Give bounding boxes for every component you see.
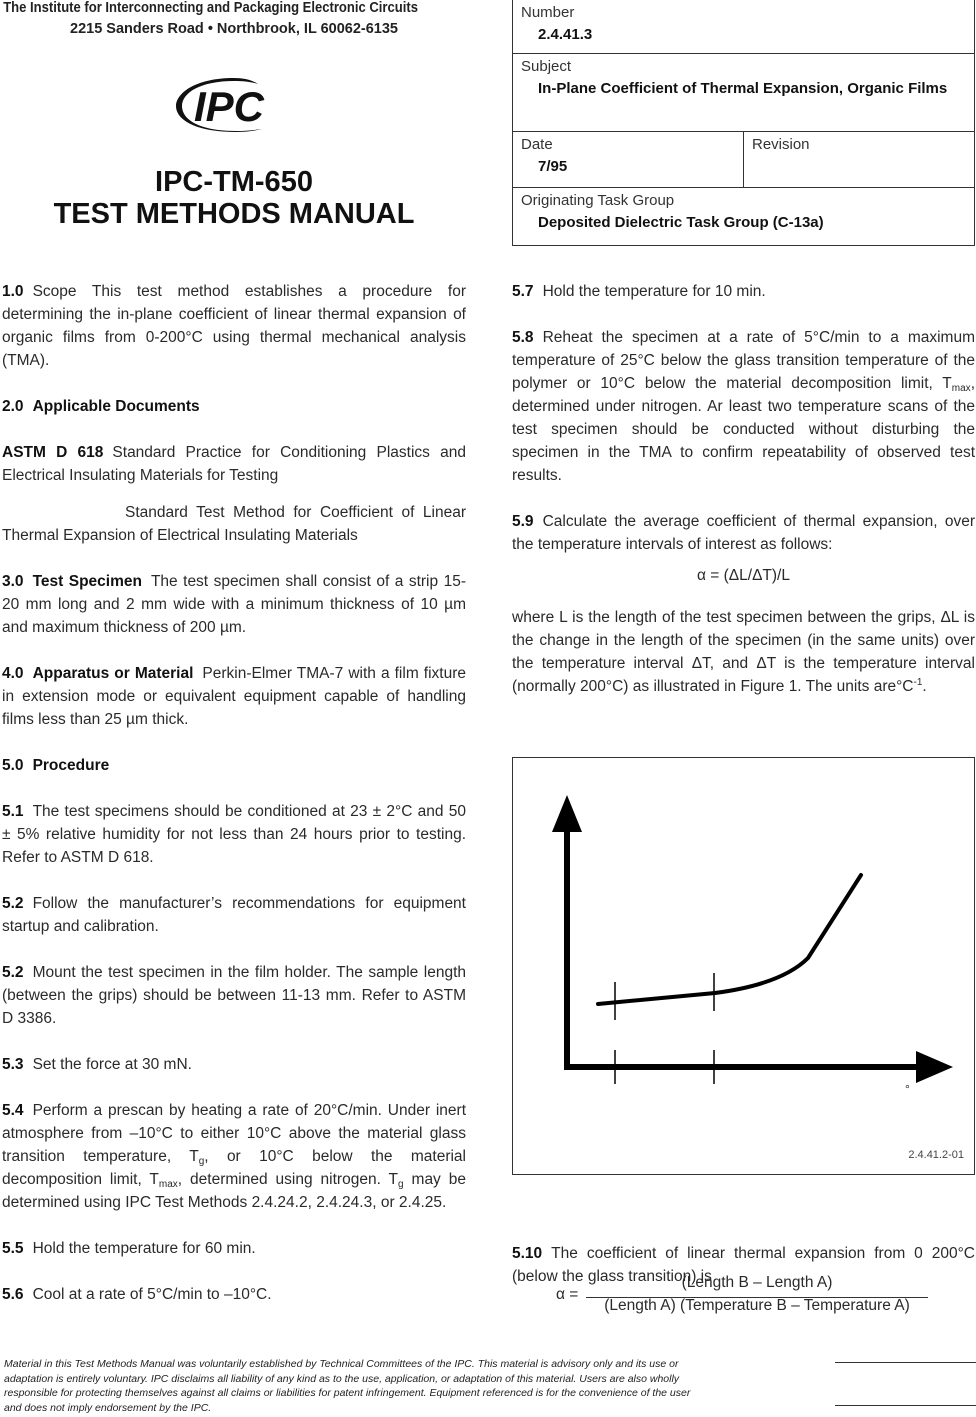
figure-id: 2.4.41.2-01 xyxy=(908,1149,964,1161)
section-number: 1.0 xyxy=(2,283,24,300)
step-text: , or 10°C below the material decomposition limit, T xyxy=(2,1148,466,1188)
formula-explanation xyxy=(512,606,975,698)
revision-cell xyxy=(744,132,974,187)
step-text: Mount the test specimen in the film holder. The sample length (between the grips) should be between 11-13 mm. Refer to ASTM D 3386. xyxy=(2,964,466,1027)
step-number: 5.10 xyxy=(512,1245,543,1262)
task-group-label: Originating Task Group xyxy=(521,192,675,209)
subject-label: Subject xyxy=(521,58,572,75)
step-5-7 xyxy=(512,280,975,303)
reference-id xyxy=(2,504,125,521)
tma-curve-diagram xyxy=(513,758,974,1174)
subscript: max xyxy=(951,383,971,394)
step-5-2a xyxy=(2,892,466,938)
section-number: 2.0 xyxy=(2,398,24,415)
expansion-curve xyxy=(598,875,861,1004)
section-title: Procedure xyxy=(32,757,110,774)
manual-title xyxy=(0,166,468,230)
step-text: Cool at a rate of 5°C/min to –10°C. xyxy=(32,1286,272,1303)
x-axis-arrow-icon xyxy=(916,1051,953,1083)
ipc-logo-icon xyxy=(174,76,284,134)
figure-1-tma-curve xyxy=(512,757,975,1175)
reference-astm-d618 xyxy=(2,441,466,487)
step-text: The test specimens should be conditioned at 23 ± 2°C and 50 ± 5% relative humidity for not less than 24 hours prior to testing. Refer to ASTM D 618. xyxy=(2,803,466,866)
section-text: The test specimen shall consist of a strip 15-20 mm long and 2 mm wide with a minimum thickness of 10 µm and maximum thickness of 200 µm. xyxy=(2,573,466,636)
section-number: 4.0 xyxy=(2,665,24,682)
section-5-heading xyxy=(2,754,466,777)
y-axis-arrow-icon xyxy=(552,795,582,832)
step-5-5 xyxy=(2,1237,466,1260)
step-number: 5.3 xyxy=(2,1056,24,1073)
step-text: Set the force at 30 mN. xyxy=(32,1056,192,1073)
org-name: The Institute for Interconnecting and Packaging Electronic Circuits xyxy=(3,0,418,16)
section-title: Apparatus or Material xyxy=(32,665,194,682)
step-5-2b xyxy=(2,961,466,1030)
number-value: 2.4.41.3 xyxy=(538,26,593,43)
step-text: Perform a prescan by heating a rate of 20°C/min. Under inert atmosphere from –10°C to either 10°C above the material glass transition temperature, T xyxy=(2,1102,466,1165)
subscript: g xyxy=(398,1179,404,1190)
date-revision-row xyxy=(513,131,974,187)
date-cell xyxy=(513,132,744,187)
revision-label: Revision xyxy=(752,136,810,153)
step-number: 5.9 xyxy=(512,513,534,530)
step-5-3 xyxy=(2,1053,466,1076)
section-text: Scope This test method establishes a procedure for determining the in-plane coefficient of linear thermal expansion of organic films from 0-200°C using thermal mechanical analysis (TMA). xyxy=(2,283,466,369)
step-number: 5.8 xyxy=(512,329,534,346)
manual-title-line2: TEST METHODS MANUAL xyxy=(53,198,415,230)
superscript: -1 xyxy=(913,677,923,688)
section-1-scope xyxy=(2,280,466,372)
formula-numerator: (Length B – Length A) xyxy=(681,1274,833,1291)
step-5-9 xyxy=(512,510,975,556)
step-number: 5.6 xyxy=(2,1286,24,1303)
step-5-1 xyxy=(2,800,466,869)
step-number: 5.2 xyxy=(2,895,24,912)
cte-fraction-formula xyxy=(556,1274,936,1322)
step-number: 5.2 xyxy=(2,964,24,981)
document-info-table xyxy=(512,0,975,246)
step-text: Calculate the average coefficient of thermal expansion, over the temperature intervals of interest as follows: xyxy=(512,513,975,553)
left-column xyxy=(2,280,466,1329)
task-group-cell xyxy=(513,187,974,245)
step-number: 5.5 xyxy=(2,1240,24,1257)
explanation-text: where L is the length of the test specimen between the grips, ΔL is the change in the length of the specimen (in the same units) over the temperature interval ΔT, and ΔT is the temperature interval (normally 200°C) as illustrated in Figure 1. The units are°C xyxy=(512,609,975,695)
right-column xyxy=(512,280,975,721)
manual-title-line1: IPC-TM-650 xyxy=(155,166,313,198)
section-4-apparatus xyxy=(2,662,466,731)
step-text: Hold the temperature for 60 min. xyxy=(32,1240,256,1257)
formula-denominator: (Length A) (Temperature B – Temperature A) xyxy=(604,1297,910,1314)
org-address: 2215 Sanders Road • Northbrook, IL 60062-6135 xyxy=(70,21,398,37)
subject-cell xyxy=(513,53,974,131)
cte-formula: α = (ΔL/ΔT)/L xyxy=(697,567,790,584)
alpha-symbol: α = xyxy=(556,1286,579,1303)
step-text: The coefficient of linear thermal expansion from 0 200°C (below the glass transition) is xyxy=(512,1245,975,1285)
step-number: 5.4 xyxy=(2,1102,24,1119)
section-2-heading xyxy=(2,395,466,418)
logo-text: IPC xyxy=(194,83,265,130)
step-number: 5.1 xyxy=(2,803,24,820)
footer-rule-top xyxy=(835,1362,976,1363)
section-title: Applicable Documents xyxy=(32,398,200,415)
step-5-4 xyxy=(2,1099,466,1214)
reference-linear-thermal-expansion xyxy=(2,501,466,547)
step-number: 5.7 xyxy=(512,283,534,300)
subscript: max xyxy=(158,1179,178,1190)
task-group-value: Deposited Dielectric Task Group (C-13a) xyxy=(538,214,824,231)
footer-disclaimer: Material in this Test Methods Manual was voluntarily established by Technical Committees of the IPC. This material is advisory only and its use or adaptation is entirely voluntary. IPC disclaims all liability of any kind as to the use, application, or adaptation of this material. Users are also wholly responsible for protecting themselves against all claims or liabilities for patent infringement. Equipment referenced is for the convenience of the user and does not imply endorsement by the IPC. xyxy=(4,1358,691,1414)
step-5-6 xyxy=(2,1283,466,1306)
reference-text: Standard Practice for Conditioning Plastics and Electrical Insulating Materials for Testing xyxy=(2,444,466,484)
section-text: Perkin-Elmer TMA-7 with a film fixture in extension mode or equivalent equipment capable of handling films less than 25 µm thick. xyxy=(2,665,466,728)
section-number: 5.0 xyxy=(2,757,24,774)
section-title: Test Specimen xyxy=(32,573,142,590)
number-cell xyxy=(513,0,974,53)
date-label: Date xyxy=(521,136,553,153)
reference-id: ASTM D 618 xyxy=(2,444,104,461)
number-label: Number xyxy=(521,4,575,21)
date-value: 7/95 xyxy=(538,158,568,175)
step-text: , determined under nitrogen. Ar least two temperature scans of the test specimen should be conducted without disturbing the specimen in the TMA to confirm repeatability of observed test results. xyxy=(512,375,975,484)
degree-mark: ° xyxy=(905,1082,910,1096)
step-text: Follow the manufacturer’s recommendations for equipment startup and calibration. xyxy=(2,895,466,935)
step-text: may be determined using IPC Test Methods 2.4.24.2, 2.4.24.3, or 2.4.25. xyxy=(2,1171,466,1211)
section-number: 3.0 xyxy=(2,573,24,590)
explanation-end: . xyxy=(922,678,927,695)
step-5-8 xyxy=(512,326,975,487)
subscript: g xyxy=(198,1156,205,1167)
section-3-test-specimen xyxy=(2,570,466,639)
subject-value: In-Plane Coefficient of Thermal Expansion, Organic Films xyxy=(538,80,948,97)
step-text: , determined using nitrogen. T xyxy=(177,1171,399,1188)
footer-rule-bottom xyxy=(835,1405,976,1406)
reference-text: Standard Test Method for Coefficient of Linear Thermal Expansion of Electrical Insulating Materials xyxy=(2,504,466,544)
step-text: Hold the temperature for 10 min. xyxy=(542,283,766,300)
step-text: Reheat the specimen at a rate of 5°C/min to a maximum temperature of 25°C below the glass transition temperature of the polymer or 10°C below the material decomposition limit, T xyxy=(512,329,975,392)
